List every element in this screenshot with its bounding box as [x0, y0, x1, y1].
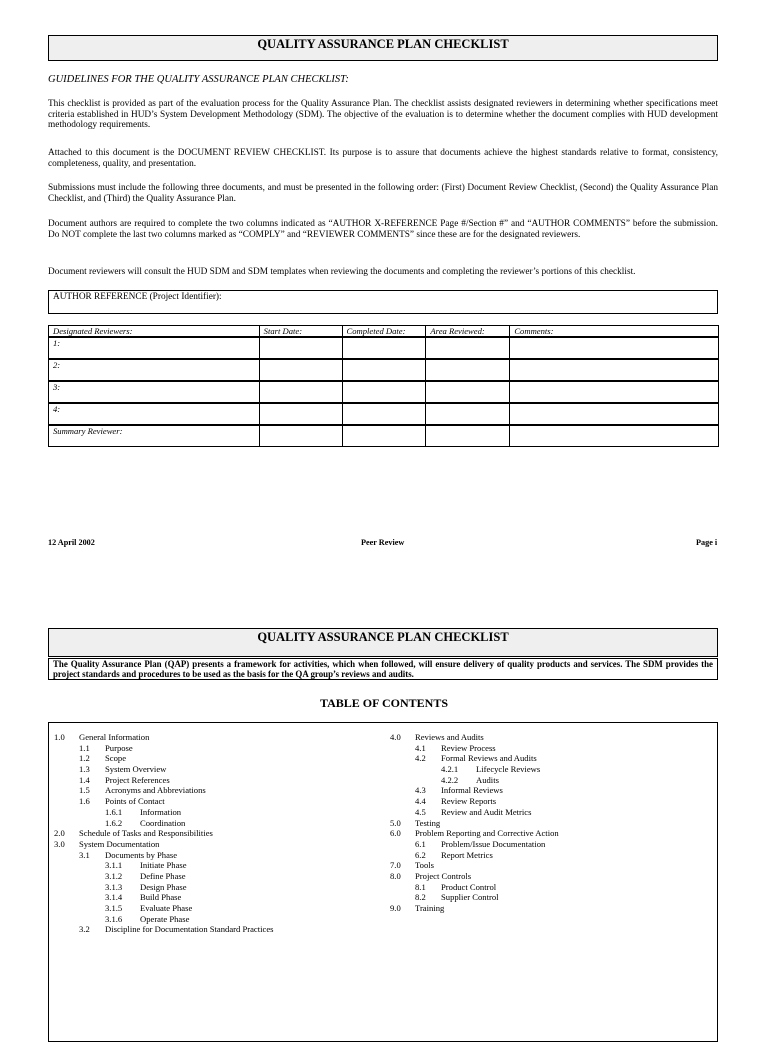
completed-date-cell[interactable]: [342, 337, 426, 359]
toc-entry-title: Project Controls: [415, 870, 472, 881]
reviewer-cell[interactable]: 4:: [49, 403, 260, 425]
toc-entry[interactable]: [54, 892, 384, 903]
toc-entry-title: Product Control: [441, 881, 497, 892]
comments-cell[interactable]: [510, 403, 719, 425]
area-reviewed-cell[interactable]: [426, 425, 510, 447]
qap-intro: The Quality Assurance Plan (QAP) presents a framework for activities, which when followed, will ensure delivery of quality products and services. The SDM provides the project standards and procedures to be used as the basis for the QA group’s reviews and audits.: [48, 658, 718, 680]
toc-entry-number: 5.0: [390, 817, 401, 828]
reviewer-table: [48, 325, 719, 447]
completed-date-cell[interactable]: [342, 359, 426, 381]
toc-entry-title: Tools: [415, 860, 434, 871]
toc-entry[interactable]: [390, 839, 710, 850]
toc-entry[interactable]: [54, 743, 384, 754]
author-reference-label: AUTHOR REFERENCE (Project Identifier):: [53, 292, 222, 302]
toc-entry-title: Informal Reviews: [441, 785, 503, 796]
authors-paragraph: Document authors are required to complete the two columns indicated as “AUTHOR X-REFERENCE Page #/Section #” and “AUTHOR COMMENTS” before the submission. Do NOT complete the last two columns marked as “COMPLY” and “REVIEWER COMMENTS” since these are for the designated reviewers.: [48, 219, 718, 240]
author-reference-field[interactable]: [48, 290, 718, 314]
toc-entry-number: 4.2.2: [441, 774, 459, 785]
toc-entry-title: Evaluate Phase: [140, 903, 193, 913]
toc-entry[interactable]: [54, 764, 384, 775]
toc-entry-title: Problem/Issue Documentation: [441, 838, 546, 849]
submissions-paragraph: Submissions must include the following three documents, and must be presented in the following order: (First) Document Review Checklist, (Second) the Quality Assurance Plan Checklist, and (Third) the Quality Assurance Plan.: [48, 183, 718, 204]
toc-entry-title: Formal Reviews and Audits: [441, 753, 537, 764]
toc-entry[interactable]: [390, 882, 710, 893]
toc-entry-title: Information: [140, 806, 182, 817]
toc-entry-number: 3.1: [79, 849, 90, 860]
table-row: [49, 337, 719, 359]
toc-right-column: [390, 732, 710, 914]
table-row: [49, 403, 719, 425]
toc-entry-number: 3.1.1: [105, 860, 123, 871]
toc-entry-number: 8.2: [415, 892, 426, 903]
toc-entry-title: Operate Phase: [140, 913, 190, 924]
toc-entry[interactable]: [390, 796, 710, 807]
toc-entry-number: 1.6: [79, 796, 90, 807]
toc-entry[interactable]: [390, 818, 710, 829]
toc-entry-number: 8.0: [390, 870, 401, 881]
toc-entry-title: Initiate Phase: [140, 860, 187, 871]
comments-cell[interactable]: [510, 359, 719, 381]
toc-entry-title: Scope: [105, 753, 127, 764]
table-row: [49, 425, 719, 447]
toc-entry-title: Audits: [476, 774, 499, 785]
start-date-cell[interactable]: [259, 337, 342, 359]
toc-entry-title: Project References: [105, 774, 170, 785]
toc-entry-number: 6.2: [415, 849, 426, 860]
completed-date-cell[interactable]: [342, 403, 426, 425]
toc-entry-number: 1.5: [79, 785, 90, 796]
toc-entry-title: System Overview: [105, 764, 167, 775]
toc-entry[interactable]: [54, 839, 384, 850]
toc-entry[interactable]: [54, 796, 384, 807]
reviewer-cell[interactable]: 1:: [49, 337, 260, 359]
toc-entry-title: Schedule of Tasks and Responsibilities: [79, 828, 213, 839]
toc-entry-number: 3.0: [54, 838, 65, 849]
toc-entry-number: 3.1.6: [105, 913, 123, 924]
toc-entry-number: 3.1.4: [105, 892, 123, 903]
toc-entry-number: 4.1: [415, 742, 426, 753]
toc-entry-number: 4.3: [415, 785, 426, 796]
start-date-cell[interactable]: [259, 359, 342, 381]
toc-left-column: [54, 732, 384, 935]
toc-entry-title: Lifecycle Reviews: [476, 764, 541, 775]
toc-entry-number: 3.1.2: [105, 870, 123, 881]
header-comments: Comments:: [510, 326, 719, 338]
toc-entry[interactable]: [390, 871, 710, 882]
page2-title: QUALITY ASSURANCE PLAN CHECKLIST: [48, 628, 718, 657]
start-date-cell[interactable]: [259, 403, 342, 425]
toc-entry-number: 4.5: [415, 806, 426, 817]
toc-entry-number: 1.0: [54, 732, 65, 742]
completed-date-cell[interactable]: [342, 425, 426, 447]
toc-entry-number: 3.1.5: [105, 903, 123, 913]
comments-cell[interactable]: [510, 425, 719, 447]
toc-entry[interactable]: [54, 753, 384, 764]
toc-entry-title: Problem Reporting and Corrective Action: [415, 828, 559, 839]
toc-entry-title: Review Process: [441, 742, 496, 753]
toc-entry-number: 3.2: [79, 924, 90, 935]
toc-entry[interactable]: [54, 882, 384, 893]
toc-entry[interactable]: [390, 860, 710, 871]
header-designated-reviewers: Designated Reviewers:: [49, 326, 260, 338]
toc-entry[interactable]: [390, 743, 710, 754]
toc-entry-title: General Information: [79, 732, 150, 742]
toc-entry-title: Report Metrics: [441, 849, 493, 860]
toc-entry[interactable]: [54, 732, 384, 743]
toc-entry[interactable]: [390, 775, 710, 786]
toc-entry[interactable]: [390, 764, 710, 775]
table-of-contents: [48, 722, 718, 1042]
toc-entry[interactable]: [390, 785, 710, 796]
toc-entry-number: 1.4: [79, 774, 90, 785]
comments-cell[interactable]: [510, 381, 719, 403]
toc-entry-title: Reviews and Audits: [415, 732, 484, 742]
toc-entry-number: 8.1: [415, 881, 426, 892]
toc-entry-title: Purpose: [105, 742, 133, 753]
toc-entry-title: Discipline for Documentation Standard Practices: [105, 924, 274, 935]
toc-entry[interactable]: [390, 903, 710, 914]
table-row: [49, 359, 719, 381]
reviewer-cell[interactable]: 2:: [49, 359, 260, 381]
toc-heading: TABLE OF CONTENTS: [319, 696, 449, 710]
toc-entry[interactable]: [54, 775, 384, 786]
toc-entry-title: Define Phase: [140, 870, 186, 881]
toc-entry[interactable]: [390, 807, 710, 818]
completed-date-cell[interactable]: [342, 381, 426, 403]
page-title: QUALITY ASSURANCE PLAN CHECKLIST: [48, 35, 718, 61]
guidelines-heading: GUIDELINES FOR THE QUALITY ASSURANCE PLAN CHECKLIST:: [48, 74, 349, 85]
toc-entry-title: Acronyms and Abbreviations: [105, 785, 206, 796]
header-start-date: Start Date:: [259, 326, 342, 338]
reviewer-table-header: [49, 326, 719, 338]
toc-entry[interactable]: [390, 892, 710, 903]
area-reviewed-cell[interactable]: [426, 359, 510, 381]
toc-entry[interactable]: [54, 850, 384, 861]
toc-entry-number: 4.0: [390, 732, 401, 742]
toc-entry-title: Review and Audit Metrics: [441, 806, 532, 817]
toc-entry-number: 1.6.2: [105, 817, 123, 828]
toc-entry[interactable]: [54, 924, 384, 935]
toc-entry-number: 4.2.1: [441, 764, 459, 775]
attached-paragraph: Attached to this document is the DOCUMENT REVIEW CHECKLIST. Its purpose is to assure that documents achieve the highest standards relative to format, consistency, completeness, quality, and presentation.: [48, 148, 718, 169]
toc-entry-title: Build Phase: [140, 892, 182, 903]
toc-entry-number: 1.2: [79, 753, 90, 764]
toc-entry-title: System Documentation: [79, 838, 160, 849]
toc-entry[interactable]: [54, 871, 384, 882]
start-date-cell[interactable]: [259, 381, 342, 403]
toc-entry[interactable]: [390, 732, 710, 743]
area-reviewed-cell[interactable]: [426, 337, 510, 359]
toc-entry-title: Documents by Phase: [105, 849, 178, 860]
toc-entry-number: 1.1: [79, 742, 90, 753]
toc-entry[interactable]: [390, 753, 710, 764]
toc-entry-title: Design Phase: [140, 881, 187, 892]
toc-entry-number: 4.4: [415, 796, 426, 807]
reviewer-cell[interactable]: Summary Reviewer:: [49, 425, 260, 447]
toc-entry-number: 6.0: [390, 828, 401, 839]
area-reviewed-cell[interactable]: [426, 403, 510, 425]
toc-entry-title: Coordination: [140, 817, 186, 828]
intro-paragraph: This checklist is provided as part of the evaluation process for the Quality Assurance Plan. The checklist assists designated reviewers in determining whether specifications meet criteria established in HUD’s System Development Methodology (SDM). The objective of the evaluation is to determine whether the document complies with HUD development methodology requirements.: [48, 99, 718, 131]
area-reviewed-cell[interactable]: [426, 381, 510, 403]
toc-entry-number: 1.3: [79, 764, 90, 775]
toc-entry-number: 4.2: [415, 753, 426, 764]
toc-entry[interactable]: [390, 850, 710, 861]
header-completed-date: Completed Date:: [342, 326, 426, 338]
toc-entry-title: Review Reports: [441, 796, 497, 807]
toc-entry-title: Points of Contact: [105, 796, 165, 807]
toc-entry-number: 2.0: [54, 828, 65, 839]
toc-entry-title: Supplier Control: [441, 892, 499, 903]
toc-entry[interactable]: [54, 818, 384, 829]
reviewers-paragraph: Document reviewers will consult the HUD SDM and SDM templates when reviewing the documents and completing the reviewer’s portions of this checklist.: [48, 267, 636, 277]
toc-entry-number: 3.1.3: [105, 881, 123, 892]
toc-entry-title: Training: [415, 903, 445, 913]
toc-entry-number: 7.0: [390, 860, 401, 871]
toc-entry[interactable]: [54, 785, 384, 796]
comments-cell[interactable]: [510, 337, 719, 359]
footer-date: 12 April 2002: [48, 538, 95, 547]
toc-entry-number: 1.6.1: [105, 806, 123, 817]
table-row: [49, 381, 719, 403]
toc-entry[interactable]: [54, 914, 384, 925]
start-date-cell[interactable]: [259, 425, 342, 447]
toc-entry-title: Testing: [415, 817, 441, 828]
toc-entry-number: 9.0: [390, 903, 401, 913]
toc-entry[interactable]: [390, 828, 710, 839]
toc-entry[interactable]: [54, 828, 384, 839]
header-area-reviewed: Area Reviewed:: [426, 326, 510, 338]
footer-page-number: Page i: [696, 538, 718, 547]
footer-center: Peer Review: [361, 538, 405, 547]
toc-entry-number: 6.1: [415, 838, 426, 849]
toc-entry[interactable]: [54, 860, 384, 871]
reviewer-cell[interactable]: 3:: [49, 381, 260, 403]
toc-entry[interactable]: [54, 903, 384, 914]
toc-entry[interactable]: [54, 807, 384, 818]
